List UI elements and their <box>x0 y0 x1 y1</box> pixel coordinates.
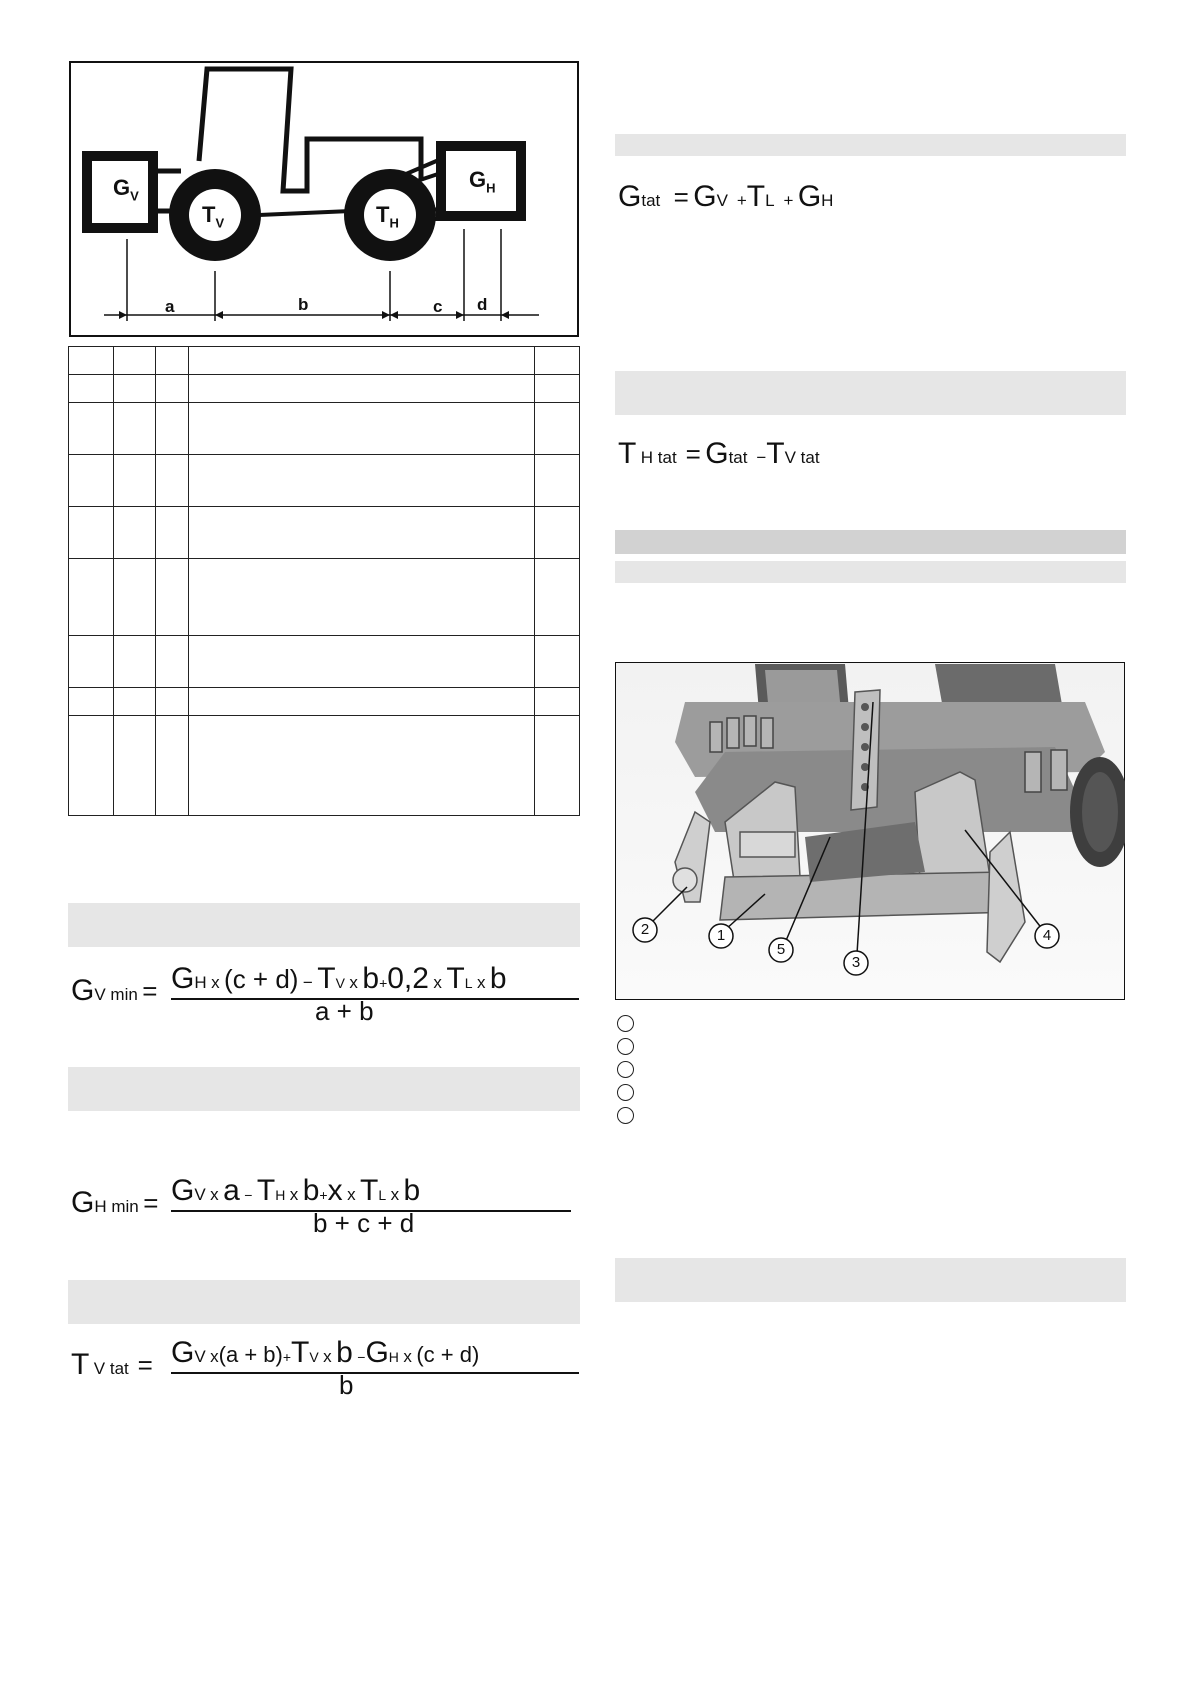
table-row <box>69 455 580 507</box>
callout-label: 2 <box>640 921 650 938</box>
table-row <box>69 559 580 636</box>
callout-label: 5 <box>776 941 786 958</box>
callout-label: 3 <box>851 954 861 971</box>
section-bar-th-tat <box>615 371 1126 415</box>
front-weight-label: $G_V$ <box>113 175 139 204</box>
table-row <box>69 688 580 716</box>
dimension-c-label: c <box>433 297 443 316</box>
legend-item-marker <box>617 1061 634 1078</box>
dimension-b-label: b <box>298 295 309 314</box>
section-bar-gv-min <box>68 903 580 947</box>
section-bar-header-dark <box>615 530 1126 554</box>
front-axle-label: $T_V$ <box>202 202 225 231</box>
front-hitch-photo <box>615 662 1125 1000</box>
section-bar-g-tat <box>615 134 1126 156</box>
formula-gv-min: GV min = GH x (c + d) − TV x b+0,2 x TL x b a + b <box>71 968 581 1028</box>
formula-gh-min: GH min = GV x a − TH x b+x x TL x b b + c + d <box>71 1180 581 1240</box>
table-row <box>69 347 580 375</box>
legend-item-marker <box>617 1107 634 1124</box>
table-row <box>69 716 580 816</box>
dimension-a-label: a <box>165 297 175 316</box>
section-bar-tv-tat <box>68 1280 580 1324</box>
table-row <box>69 375 580 403</box>
rear-axle-label: $T_H$ <box>376 202 399 231</box>
tractor-weight-diagram <box>69 61 579 337</box>
section-bar-bottom-right <box>615 1258 1126 1302</box>
formula-tv-tat: T V tat = GV x(a + b)+TV x b −GH x (c + d) b <box>71 1342 581 1402</box>
table-row <box>69 403 580 455</box>
section-bar-gh-min <box>68 1067 580 1111</box>
section-bar-subheader <box>615 561 1126 583</box>
legend-item-marker <box>617 1084 634 1101</box>
specification-table <box>68 346 580 816</box>
formula-th-tat: T H tat = Gtat −TV tat <box>618 437 820 470</box>
rear-weight-label: $G_H$ <box>469 167 496 196</box>
legend-item-marker <box>617 1015 634 1032</box>
table-row <box>69 636 580 688</box>
tractor-diagram-svg <box>69 61 579 337</box>
callout-label: 4 <box>1042 927 1052 944</box>
callout-label: 1 <box>716 927 726 944</box>
formula-g-tat: Gtat = GV +TL + GH <box>618 180 834 213</box>
table-row <box>69 507 580 559</box>
front-hitch-photo-svg <box>615 662 1125 1000</box>
dimension-d-label: d <box>477 295 488 314</box>
legend-item-marker <box>617 1038 634 1055</box>
